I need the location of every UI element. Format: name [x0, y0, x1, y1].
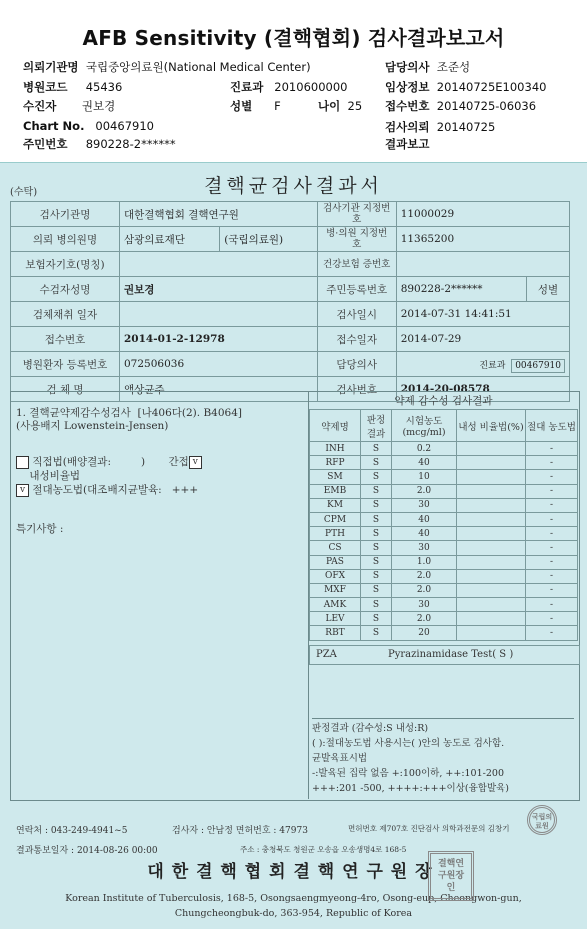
results-title: 약제 감수성 검사결과 — [394, 395, 493, 407]
result-cell-conc: 40 — [392, 527, 457, 541]
value: 072506036 — [120, 352, 318, 377]
footer-inspector: 검사자 : 안남정 면허번호 : 47973 — [172, 826, 308, 836]
result-cell-conc: 10 — [392, 470, 457, 484]
meta-institution: 의뢰기관명 국립중앙의료원(National Medical Center) — [23, 60, 311, 74]
report-title: AFB Sensitivity (결핵협회) 검사결과보고서 — [82, 26, 505, 50]
absolute-method-checkbox[interactable]: v — [16, 484, 29, 497]
result-row — [310, 484, 578, 498]
value: 2014-01-2-12978 — [120, 327, 318, 352]
header-drug: 약제명 — [310, 410, 361, 442]
result-cell-ratio — [457, 541, 526, 555]
result-cell-res: S — [361, 569, 392, 583]
resistance-ratio-label: 내성비율법 — [29, 470, 81, 482]
result-cell-conc: 30 — [392, 541, 457, 555]
result-cell-ratio — [457, 569, 526, 583]
result-cell-res: S — [361, 626, 392, 640]
pza-value: Pyrazinamidase Test( S ) — [388, 649, 514, 660]
value: 2014-20-08578 — [396, 377, 569, 402]
result-cell-ratio — [457, 612, 526, 626]
footer-report-date — [16, 843, 158, 856]
meta-doctor: 담당의사 조준성 — [385, 60, 471, 74]
label: 검체채취 일자 — [11, 302, 120, 327]
result-cell-ratio — [457, 498, 526, 512]
result-cell-conc: 1.0 — [392, 555, 457, 569]
legend — [312, 718, 574, 796]
result-cell-drug: CS — [310, 541, 361, 555]
result-row — [310, 527, 578, 541]
result-cell-conc: 2.0 — [392, 569, 457, 583]
result-cell-ratio — [457, 555, 526, 569]
result-cell-res: S — [361, 442, 392, 456]
result-cell-conc: 2.0 — [392, 583, 457, 597]
result-cell-ratio — [457, 598, 526, 612]
result-cell-res: S — [361, 555, 392, 569]
value: 11365200 — [396, 227, 569, 252]
footer-address-en — [0, 891, 587, 921]
result-row — [310, 612, 578, 626]
result-cell-drug: PTH — [310, 527, 361, 541]
footer-contact: 연락처 : 043-249-4941~5 — [16, 826, 128, 836]
result-cell-drug: RFP — [310, 456, 361, 470]
result-row — [310, 541, 578, 555]
result-row — [310, 583, 578, 597]
label: 검 체 명 — [11, 377, 120, 402]
result-cell-drug: AMK — [310, 598, 361, 612]
meta-clinical-info: 임상정보 20140725E100340 — [385, 80, 547, 94]
value: 2014-07-29 — [396, 327, 569, 352]
legend-line: 판정결과 (감수성:S 내성:R) — [312, 723, 429, 734]
result-cell-res: S — [361, 612, 392, 626]
label: 수검자성명 — [11, 277, 120, 302]
result-cell-conc: 30 — [392, 498, 457, 512]
indirect-label: 간접 — [168, 456, 189, 468]
meta-chart-no: Chart No. 00467910 — [23, 119, 154, 133]
form-title: 결핵균검사결과서 — [204, 175, 383, 197]
result-cell-ratio — [457, 583, 526, 597]
label: 보험자기호(명칭) — [11, 252, 120, 277]
value: 00467910 — [511, 359, 565, 373]
result-cell-drug: OFX — [310, 569, 361, 583]
result-row — [310, 598, 578, 612]
label: 검사일시 — [317, 302, 396, 327]
result-row — [310, 442, 578, 456]
direct-method-checkbox[interactable] — [16, 456, 29, 469]
result-cell-abs: - — [526, 456, 578, 470]
meta-patient: 수진자 권보경 — [23, 99, 116, 113]
meta-sex: 성별 F — [230, 99, 281, 113]
result-cell-abs: - — [526, 598, 578, 612]
result-cell-conc: 0.2 — [392, 442, 457, 456]
pza-row — [309, 645, 580, 665]
label: 주민등록번호 — [317, 277, 396, 302]
legend-line: -:발육된 집락 없음 +:100이하, ++:101-200 — [312, 768, 504, 779]
label: 검사기관 지정번호 — [317, 202, 396, 227]
label: 병원환자 등록번호 — [11, 352, 120, 377]
result-cell-ratio — [457, 484, 526, 498]
result-cell-drug: SM — [310, 470, 361, 484]
method-options: 직접법(배양결과: ) 간접 v 내성비율법 v 절대농도법(대조배지균발육: +++ — [16, 455, 301, 497]
result-cell-drug: LEV — [310, 612, 361, 626]
form-caption: (수탁) — [10, 187, 38, 198]
result-cell-abs: - — [526, 527, 578, 541]
result-cell-conc: 40 — [392, 512, 457, 526]
result-cell-drug: INH — [310, 442, 361, 456]
indirect-checkbox[interactable]: v — [189, 456, 202, 469]
footer-address-kr: 주소 : 충청북도 청원군 오송읍 오송생명4로 168-5 — [240, 845, 407, 854]
value: 11000029 — [396, 202, 569, 227]
result-row — [310, 569, 578, 583]
address-line: Chungcheongbuk-do, 363-954, Republic of Korea — [174, 908, 413, 919]
result-row — [310, 456, 578, 470]
remarks-label: 특기사항 : — [16, 523, 64, 535]
label: 진료과 — [479, 360, 506, 371]
result-cell-conc: 40 — [392, 456, 457, 470]
header-ratio: 내성 비율법(%) — [457, 410, 526, 442]
result-row — [310, 470, 578, 484]
result-cell-res: S — [361, 456, 392, 470]
result-row — [310, 512, 578, 526]
result-cell-abs: - — [526, 541, 578, 555]
result-cell-conc: 30 — [392, 598, 457, 612]
legend-line: +++:201 -500, ++++:+++이상(융합발육) — [312, 783, 510, 794]
result-cell-ratio — [457, 470, 526, 484]
result-cell-drug: PAS — [310, 555, 361, 569]
result-cell-res: S — [361, 541, 392, 555]
result-cell-abs: - — [526, 512, 578, 526]
result-cell-ratio — [457, 626, 526, 640]
result-cell-abs: - — [526, 612, 578, 626]
header-absolute: 절대 농도법 — [526, 410, 578, 442]
address-line: Korean Institute of Tuberculosis, 168-5, Osongsaengmyeong-4ro, Osong-eup, Cheongwon-gun, — [65, 893, 522, 904]
test-code: [나406다(2). B4064] — [137, 407, 242, 419]
result-cell-ratio — [457, 442, 526, 456]
result-cell-conc: 2.0 — [392, 484, 457, 498]
header-result: 판정 결과 — [361, 410, 392, 442]
result-row — [310, 555, 578, 569]
label: 성별 — [527, 277, 570, 302]
result-cell-drug: KM — [310, 498, 361, 512]
value: 삼광의료재단 — [120, 227, 220, 252]
direct-method-label: 직접법(배양결과: — [32, 456, 111, 468]
meta-hospital-code: 병원코드 45436 — [23, 80, 123, 94]
result-cell-res: S — [361, 527, 392, 541]
value — [120, 302, 318, 327]
value — [120, 252, 318, 277]
meta-rrn: 주민번호 890228-2****** — [23, 137, 176, 151]
result-cell-res: S — [361, 498, 392, 512]
results-table — [309, 409, 578, 641]
result-cell-abs: - — [526, 442, 578, 456]
result-cell-ratio — [457, 456, 526, 470]
result-cell-ratio — [457, 527, 526, 541]
pza-label: PZA — [316, 649, 337, 660]
result-cell-ratio — [457, 512, 526, 526]
result-cell-abs: - — [526, 569, 578, 583]
result-cell-res: S — [361, 470, 392, 484]
header-concentration: 시험농도 (mcg/ml) — [392, 410, 457, 442]
label: 접수일자 — [317, 327, 396, 352]
value: 2014-07-31 14:41:51 — [396, 302, 569, 327]
result-cell-abs: - — [526, 583, 578, 597]
result-cell-res: S — [361, 583, 392, 597]
result-cell-abs: - — [526, 470, 578, 484]
meta-request-date: 검사의뢰 20140725 — [385, 120, 496, 134]
meta-department: 진료과 2010600000 — [230, 80, 348, 94]
result-row — [310, 498, 578, 512]
label: 검사번호 — [317, 377, 396, 402]
absolute-result: +++ — [171, 484, 199, 496]
label: 병·의원 지정번호 — [317, 227, 396, 252]
value: (국립의료원) — [220, 227, 317, 252]
result-cell-abs: - — [526, 626, 578, 640]
value: 액상균주 — [120, 377, 318, 402]
result-cell-drug: CPM — [310, 512, 361, 526]
result-cell-res: S — [361, 512, 392, 526]
report-date-value: 2014-08-26 00:00 — [76, 846, 158, 856]
meta-age: 나이 25 — [318, 99, 363, 113]
test-description — [16, 407, 242, 433]
result-cell-drug: EMB — [310, 484, 361, 498]
meta-receipt-no: 접수번호 20140725-06036 — [385, 99, 537, 113]
label: 건강보험 증번호 — [317, 252, 396, 277]
value: 대한결핵협회 결핵연구원 — [120, 202, 318, 227]
scanned-result-form — [0, 162, 587, 929]
result-cell-res: S — [361, 598, 392, 612]
result-cell-res: S — [361, 484, 392, 498]
footer-organization: 대 한 결 핵 협 회 결 핵 연 구 원 장 — [147, 862, 433, 882]
value: 890228-2****** — [396, 277, 526, 302]
result-cell-conc: 20 — [392, 626, 457, 640]
result-cell-abs: - — [526, 555, 578, 569]
medium-line: (사용배지 Lowenstein-Jensen) — [16, 420, 169, 432]
result-row — [310, 626, 578, 640]
test-line: 1. 결핵균약제감수성검사 — [16, 407, 131, 419]
stamp-icon: 국립의료원 — [527, 805, 557, 835]
value — [396, 252, 569, 277]
result-cell-abs: - — [526, 498, 578, 512]
label: 검사기관명 — [11, 202, 120, 227]
label: 담당의사 — [317, 352, 396, 377]
form-info-table — [10, 201, 570, 402]
legend-line: 균발육표시법 — [312, 753, 368, 764]
result-cell-drug: RBT — [310, 626, 361, 640]
legend-line: ( ):절대농도법 사용시는( )안의 농도로 검사함. — [312, 738, 505, 749]
seal-icon: 결핵연구원장인 — [428, 851, 474, 901]
result-cell-drug: MXF — [310, 583, 361, 597]
absolute-method-label: 절대농도법(대조배지균발육: — [32, 484, 162, 496]
meta-result-report: 결과보고 — [385, 137, 430, 151]
result-cell-abs: - — [526, 484, 578, 498]
value: 권보경 — [120, 277, 318, 302]
label: 접수번호 — [11, 327, 120, 352]
footer-license: 면허번호 제707호 진단검사 의학과전문의 김창기 — [348, 824, 510, 833]
label: 의뢰 병의원명 — [11, 227, 120, 252]
result-cell-conc: 2.0 — [392, 612, 457, 626]
report-date-label: 결과통보일자 : — [16, 846, 75, 856]
